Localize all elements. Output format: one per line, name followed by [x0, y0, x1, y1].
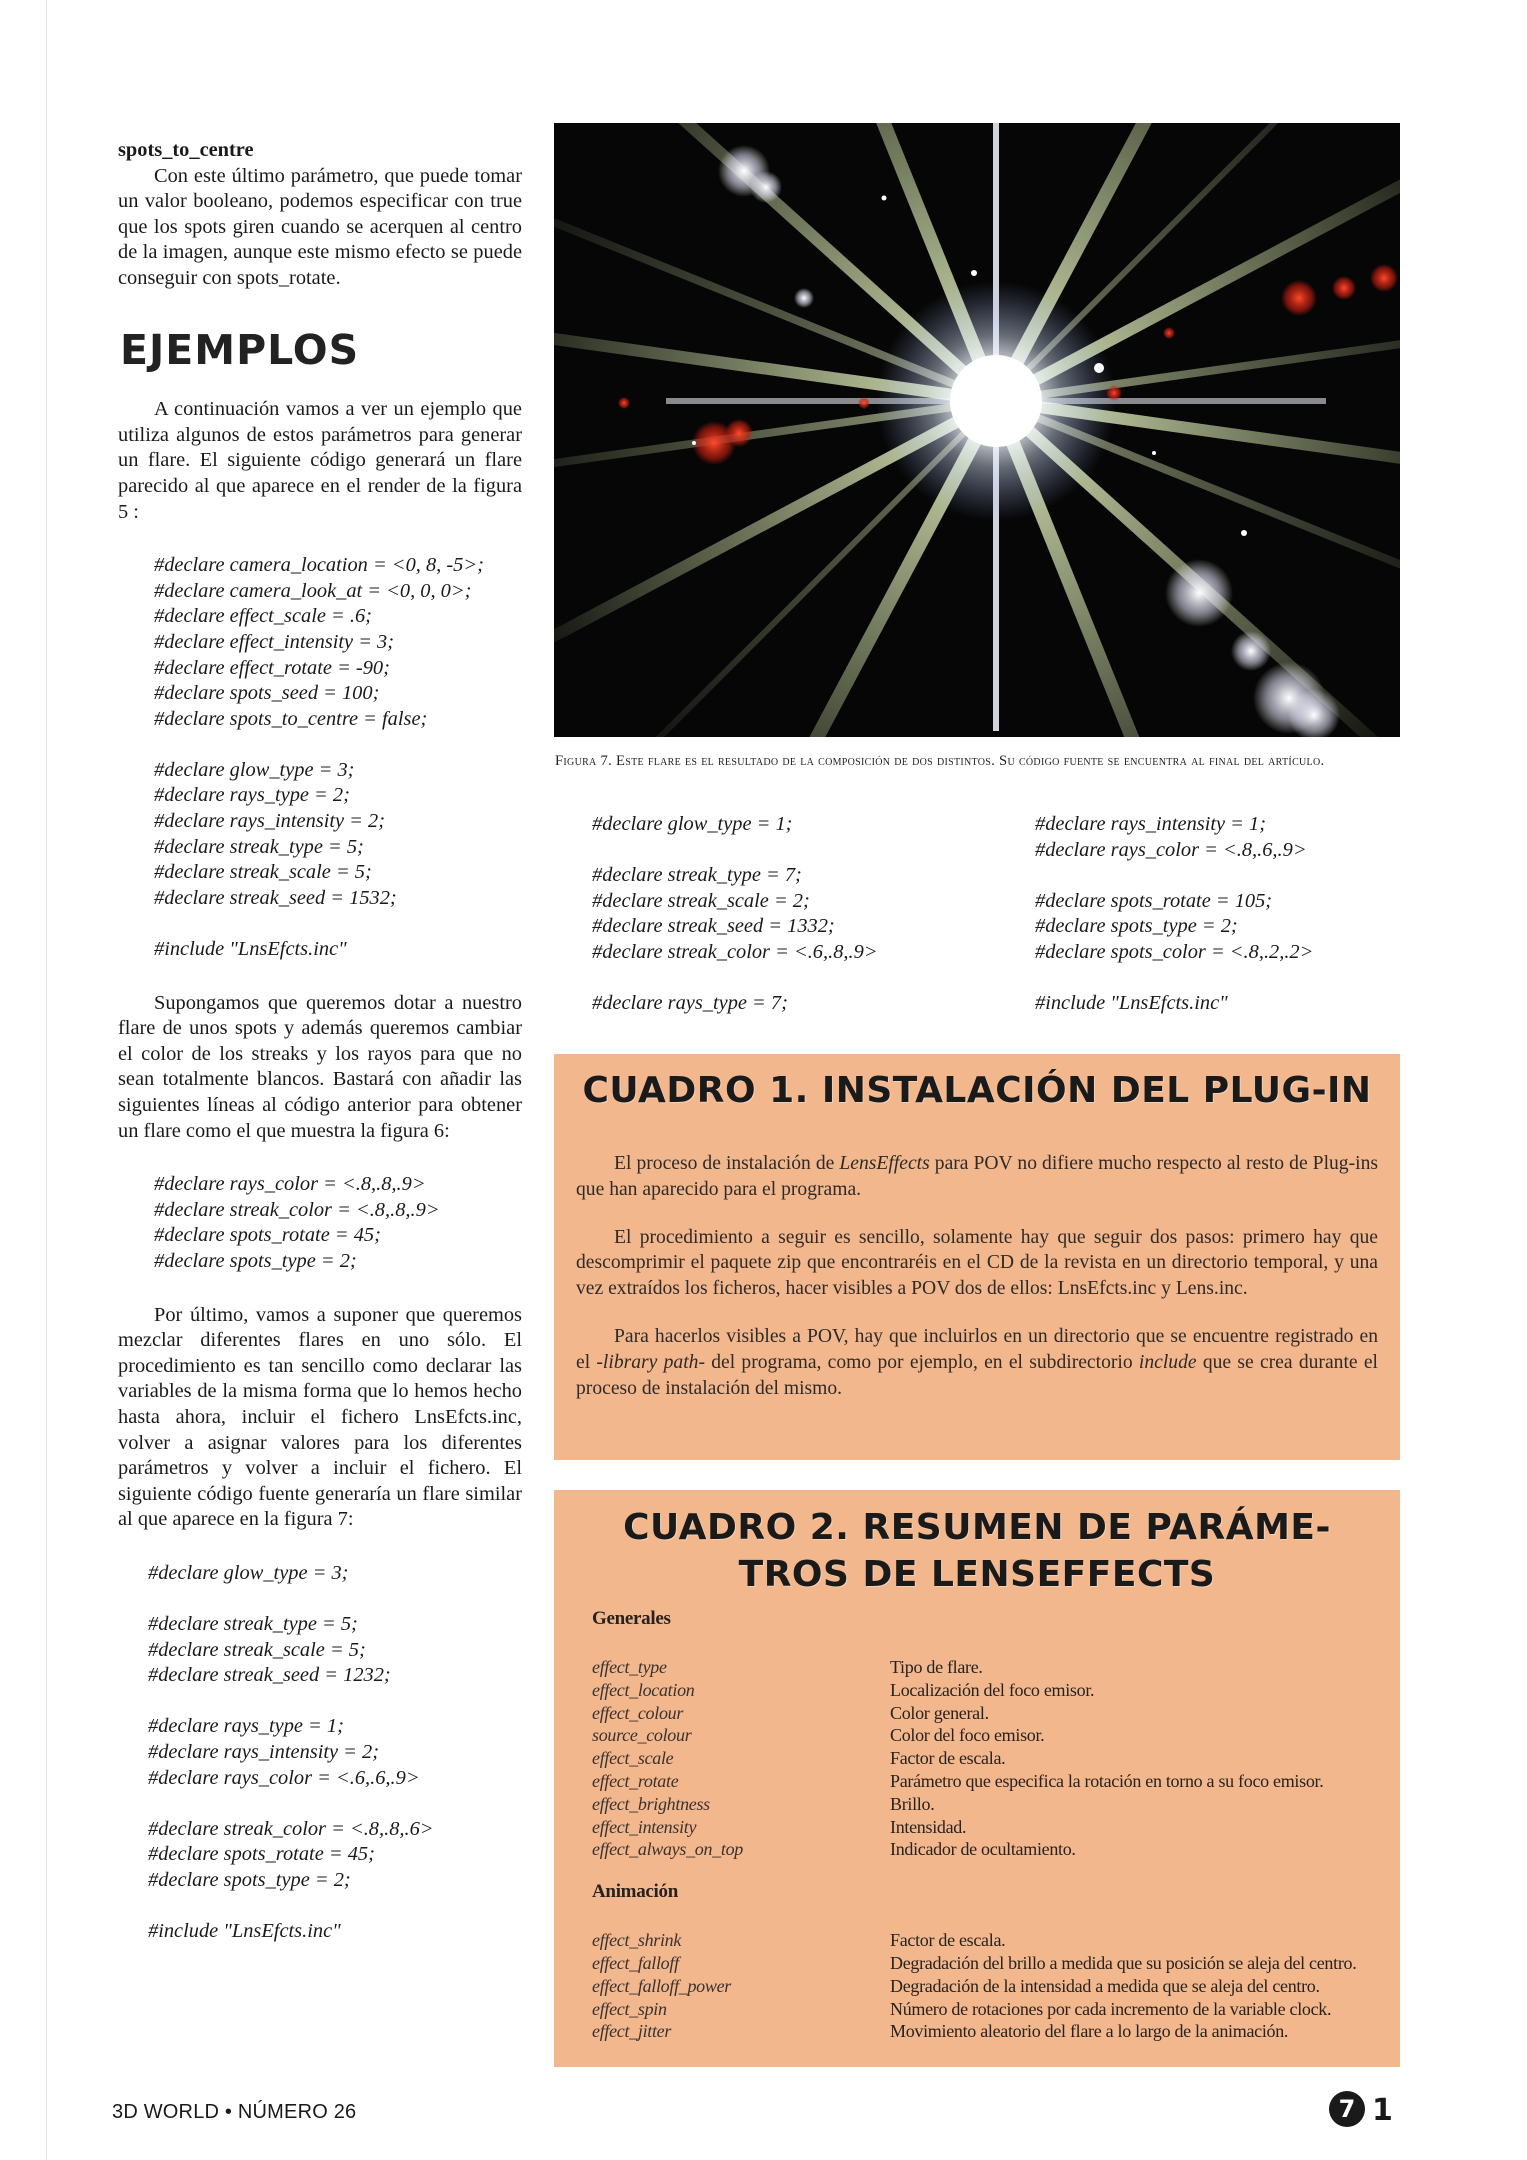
code-3-line: #declare streak_seed = 1232;	[148, 1664, 391, 1687]
code-blank-line	[1035, 863, 1313, 889]
parameter-group-title: Generales	[592, 1608, 671, 1629]
page-number-digit: 1	[1372, 2093, 1393, 2128]
code-1-line: #declare streak_scale = 5;	[154, 861, 372, 884]
parameter-name: effect_colour	[592, 1702, 684, 1723]
sidebar-box-1	[554, 1054, 1400, 1460]
figure-7-render	[554, 123, 1400, 737]
code-1-line: #declare glow_type = 3;	[154, 758, 355, 781]
parameter-group-title: Animación	[592, 1881, 678, 1903]
code-block-1	[154, 553, 522, 963]
code-1-line: #declare rays_type = 2;	[154, 784, 350, 807]
figure-code-a-line: #declare rays_type = 7;	[592, 992, 788, 1015]
code-blank-line	[592, 838, 878, 864]
paragraph-3: Por último, vamos a suponer que queremos mezclar diferentes flares en uno sólo. El procedimiento es tan sencillo como declarar las variables de la misma forma que lo hemos hecho hasta ahora, incluir el fichero LnsEfcts.inc, volver a asignar valores para los diferentes parámetros y volver a incluir el fichero. El siguiente código fuente generaría un flare similar al que aparece en la figura 7:	[118, 1303, 522, 1531]
figure-code-b-line: #declare spots_type = 2;	[1035, 915, 1238, 938]
parameter-name: effect_type	[592, 1657, 667, 1677]
parameter-description: Intensidad.	[890, 1816, 967, 1837]
parameter-description: Color del foco emisor.	[890, 1725, 1045, 1746]
code-1-line: #declare effect_intensity = 3;	[154, 630, 395, 653]
sidebar-box-2	[554, 1490, 1400, 2067]
parameter-description: Número de rotaciones por cada incremento de la variable clock.	[890, 1998, 1332, 2019]
code-blank-line	[154, 732, 522, 758]
figure-caption: Figura 7. Este flare es el resultado de la composición de dos distintos. Su código fuente se encuentra al final del artículo.	[555, 753, 1325, 769]
box-1-paragraph-2: El procedimiento a seguir es sencillo, solamente hay que seguir dos pasos: primero hay que descomprimir el paquete zip que encontraréis en el CD de la revista en un directorio temporal, y una vez extraídos los ficheros, hacer visibles a POV dos de ellos: LnsEfcts.inc y Lens.inc.	[576, 1226, 1378, 1300]
footer-publication: 3D WORLD • NÚMERO 26	[112, 2101, 357, 2123]
parameter-description: Indicador de ocultamiento.	[890, 1839, 1076, 1860]
code-blank-line	[148, 1894, 522, 1920]
figure-code-b-line: #declare spots_rotate = 105;	[1035, 889, 1273, 912]
parameter-name: effect_always_on_top	[592, 1839, 743, 1860]
box-2-title-line-1: CUADRO 2. RESUMEN DE PARÁME-	[623, 1507, 1331, 1548]
code-block-3	[148, 1561, 522, 1945]
code-1-line: #declare effect_rotate = -90;	[154, 656, 390, 679]
code-blank-line	[148, 1587, 522, 1613]
parameter-name: effect_jitter	[592, 2021, 672, 2042]
figure-code-a-line: #declare glow_type = 1;	[592, 813, 793, 835]
code-3-line: #declare streak_color = <.8,.8,.6>	[148, 1817, 434, 1840]
code-blank-line	[148, 1689, 522, 1715]
section-heading: EJEMPLOS	[120, 325, 360, 374]
code-1-line: #include "LnsEfcts.inc"	[154, 938, 347, 961]
parameter-description: Tipo de flare.	[890, 1657, 983, 1677]
parameter-description: Parámetro que especifica la rotación en torno a su foco emisor.	[890, 1771, 1324, 1791]
parameter-description: Degradación del brillo a medida que su posición se aleja del centro.	[890, 1953, 1357, 1973]
parameter-name: effect_falloff	[592, 1953, 679, 1973]
figure-code-a-line: #declare streak_type = 7;	[592, 864, 802, 887]
figure-code-b-line: #declare rays_color = <.8,.6,.9>	[1035, 838, 1307, 861]
code-1-line: #declare camera_location = <0, 8, -5>;	[154, 554, 484, 577]
lens-flare-image	[554, 123, 1400, 737]
parameter-name: source_colour	[592, 1725, 692, 1746]
subhead-spots-to-centre: spots_to_centre	[118, 139, 254, 161]
figure-code-a-line: #declare streak_color = <.6,.8,.9>	[592, 940, 878, 963]
parameter-description: Degradación de la intensidad a medida que se aleja del centro.	[890, 1975, 1320, 1996]
code-3-line: #declare streak_type = 5;	[148, 1613, 358, 1636]
left-column	[118, 138, 522, 1973]
figure-code-a-line: #declare streak_scale = 2;	[592, 889, 810, 912]
code-1-line: #declare spots_to_centre = false;	[154, 707, 428, 730]
code-2-line: #declare spots_rotate = 45;	[154, 1224, 381, 1247]
figure-code-column-a	[592, 812, 878, 1017]
parameter-name: effect_location	[592, 1679, 695, 1700]
page-number	[1328, 2089, 1398, 2129]
parameter-name: effect_intensity	[592, 1816, 697, 1837]
parameter-description: Factor de escala.	[890, 1930, 1006, 1951]
code-2-line: #declare spots_type = 2;	[154, 1249, 357, 1272]
parameter-description: Color general.	[890, 1702, 989, 1723]
code-1-line: #declare effect_scale = .6;	[154, 605, 372, 628]
box-1-paragraph-3: Para hacerlos visibles a POV, hay que incluirlos en un directorio que se encuentre registrado en el -library path- del programa, como por ejemplo, en el subdirectorio include que se crea durante el proceso de instalación del mismo.	[576, 1325, 1378, 1399]
parameter-name: effect_spin	[592, 1998, 667, 2019]
code-1-line: #declare camera_look_at = <0, 0, 0>;	[154, 579, 472, 602]
code-1-line: #declare streak_seed = 1532;	[154, 886, 397, 909]
parameter-name: effect_scale	[592, 1748, 674, 1769]
figure-code-b-line: #declare rays_intensity = 1;	[1035, 813, 1267, 835]
code-blank-line	[1035, 966, 1313, 992]
code-block-2	[154, 1172, 522, 1274]
parameter-name: effect_shrink	[592, 1930, 682, 1951]
figure-code-column-b	[1035, 812, 1313, 1017]
code-blank-line	[592, 966, 878, 992]
paragraph-1: A continuación vamos a ver un ejemplo que utiliza algunos de estos parámetros para generar un flare. El siguiente código generará un flare parecido al que aparece en el render de la figura 5 :	[118, 398, 522, 523]
figure-code-b-line: #include "LnsEfcts.inc"	[1035, 992, 1228, 1015]
parameter-name: effect_falloff_power	[592, 1975, 731, 1996]
code-3-line: #include "LnsEfcts.inc"	[148, 1920, 341, 1943]
parameter-name: effect_rotate	[592, 1771, 679, 1791]
code-3-line: #declare rays_intensity = 2;	[148, 1741, 380, 1764]
parameter-name: effect_brightness	[592, 1793, 710, 1814]
box-2-title	[607, 1490, 1347, 1598]
parameter-description: Brillo.	[890, 1793, 935, 1814]
box-1-paragraph-1: El proceso de instalación de LensEffects para POV no difiere mucho respecto al resto de Plug-ins que han aparecido para el programa.	[576, 1153, 1378, 1200]
code-3-line: #declare streak_scale = 5;	[148, 1638, 366, 1661]
parameter-description: Movimiento aleatorio del flare a lo largo de la animación.	[890, 2021, 1289, 2042]
code-3-line: #declare rays_color = <.6,.6,.9>	[148, 1766, 420, 1789]
code-1-line: #declare rays_intensity = 2;	[154, 810, 386, 833]
code-3-line: #declare spots_rotate = 45;	[148, 1843, 375, 1866]
figure-code-b-line: #declare spots_color = <.8,.2,.2>	[1035, 940, 1314, 963]
parameter-description: Localización del foco emisor.	[890, 1679, 1095, 1700]
figure-code-a-line: #declare streak_seed = 1332;	[592, 915, 835, 938]
code-3-line: #declare spots_type = 2;	[148, 1869, 351, 1892]
code-1-line: #declare spots_seed = 100;	[154, 682, 380, 705]
code-blank-line	[154, 911, 522, 937]
code-blank-line	[148, 1791, 522, 1817]
code-2-line: #declare streak_color = <.8,.8,.9>	[154, 1198, 440, 1221]
code-3-line: #declare rays_type = 1;	[148, 1715, 344, 1738]
code-2-line: #declare rays_color = <.8,.8,.9>	[154, 1173, 426, 1196]
box-1-body	[554, 1111, 1400, 1401]
parameter-description: Factor de escala.	[890, 1748, 1006, 1769]
page-edge-line	[46, 0, 47, 2160]
code-3-line: #declare glow_type = 3;	[148, 1561, 349, 1584]
code-1-line: #declare streak_type = 5;	[154, 835, 364, 858]
intro-paragraph: Con este último parámetro, que puede tomar un valor booleano, podemos especificar con true que los spots giren cuando se acerquen al centro de la imagen, aunque este mismo efecto se puede conseguir con spots_rotate.	[118, 164, 522, 289]
page-number-digit-circled: 7	[1338, 2095, 1356, 2123]
box-1-title: CUADRO 1. INSTALACIÓN DEL PLUG-IN	[582, 1070, 1372, 1111]
box-2-title-line-2: TROS DE LENSEFFECTS	[738, 1554, 1216, 1595]
paragraph-2: Supongamos que queremos dotar a nuestro flare de unos spots y además queremos cambiar el color de los streaks y los rayos para que no sean totalmente blancos. Bastará con añadir las siguientes líneas al código anterior para obtener un flare como el que muestra la figura 6:	[118, 991, 522, 1142]
